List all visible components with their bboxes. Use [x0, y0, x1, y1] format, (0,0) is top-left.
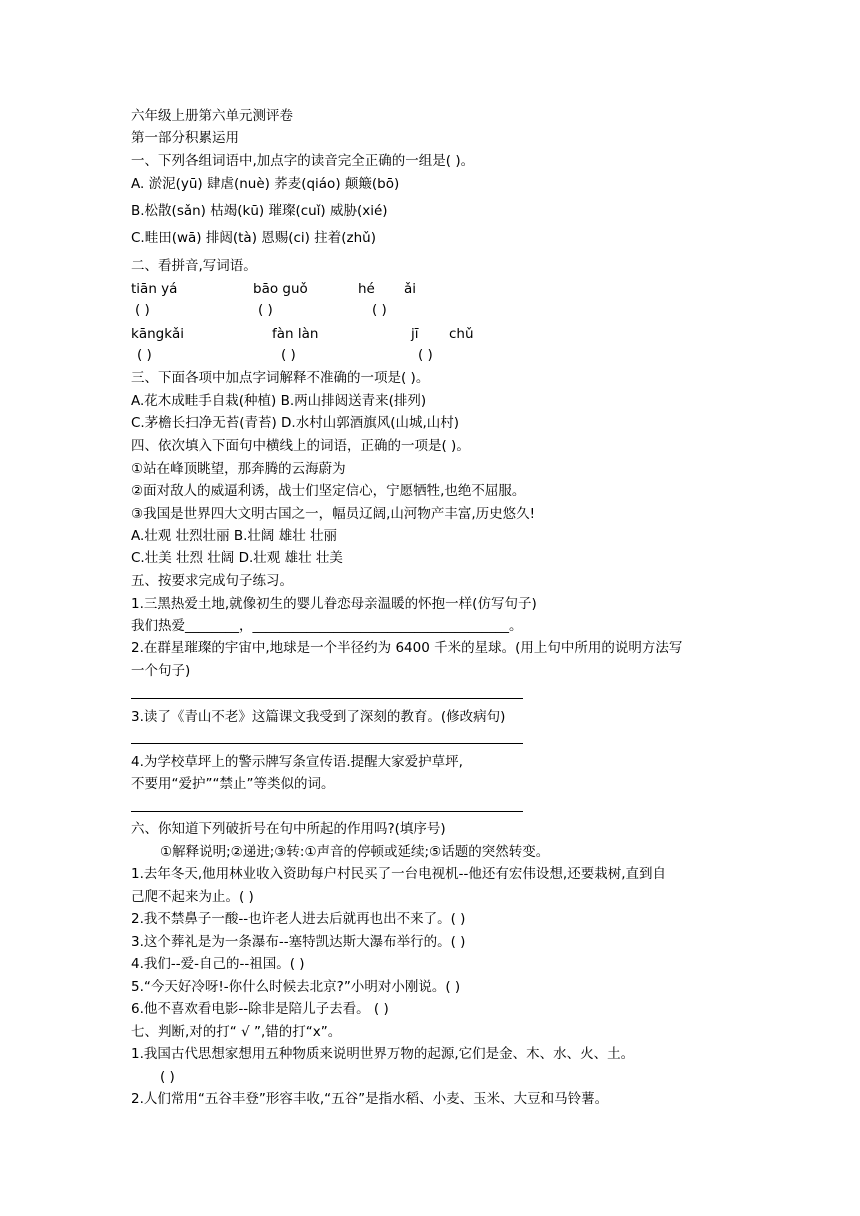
answer-line[interactable]: [131, 698, 523, 699]
answer-bracket[interactable]: ( ): [372, 302, 387, 318]
q3-stem: 三、下面各项中加点字词解释不准确的一项是( )。: [131, 370, 430, 386]
pinyin-6: fàn làn: [272, 326, 319, 342]
q4-sentence-3: ③我国是世界四大文明古国之一，幅员辽阔,山河物产丰富,历史悠久!: [131, 506, 536, 522]
q5-stem: 五、按要求完成句子练习。: [131, 573, 293, 589]
q6-stem: 六、你知道下列破折号在句中所起的作用吗?(填序号): [131, 821, 446, 837]
answer-line[interactable]: [131, 743, 523, 744]
pinyin-3: hé: [358, 281, 375, 297]
q7-item-1: 1.我国古代思想家想用五种物质来说明世界万物的起源,它们是金、木、水、火、土。: [131, 1046, 635, 1062]
q5-item-1: 1.三黑热爱土地,就像初生的婴儿眷恋母亲温暖的怀抱一样(仿写句子): [131, 596, 537, 612]
q6-item-1-cont: 己爬不起来为止。( ): [131, 889, 254, 905]
q2-stem: 二、看拼音,写词语。: [131, 258, 257, 274]
q5-item-4-cont: 不要用“爱护”“禁止”等类似的词。: [131, 776, 335, 792]
q6-item-6: 6.他不喜欢看电影--除非是陪儿子去看。 ( ): [131, 1001, 389, 1017]
q4-stem: 四、依次填入下面句中横线上的词语，正确的一项是( )。: [131, 438, 470, 454]
answer-line[interactable]: [131, 811, 523, 812]
answer-bracket[interactable]: ( ): [281, 347, 296, 363]
q6-item-2: 2.我不禁鼻子一酸--也许老人进去后就再也出不来了。( ): [131, 911, 466, 927]
answer-bracket[interactable]: ( ): [418, 347, 433, 363]
part-heading: 第一部分积累运用: [131, 130, 239, 146]
q4-options-ab: A.壮观 壮烈壮丽 B.壮阔 雄壮 壮丽: [131, 528, 338, 544]
doc-title: 六年级上册第六单元测评卷: [131, 108, 293, 124]
pinyin-4: ǎi: [404, 281, 417, 297]
q3-options-cd: C.茅檐长扫净无苔(青苔) D.水村山郭酒旗风(山城,山村): [131, 415, 460, 431]
q5-item-2: 2.在群星璀璨的宇宙中,地球是一个半径约为 6400 千米的星球。(用上句中所用的说明方法写: [131, 640, 683, 656]
q6-item-3: 3.这个葬礼是为一条瀑布--塞特凯达斯大瀑布举行的。( ): [131, 934, 466, 950]
q6-options: ①解释说明;②递进;③转:①声音的停顿或延续;⑤话题的突然转变。: [160, 844, 550, 860]
q1-stem: 一、下列各组词语中,加点字的读音完全正确的一组是( )。: [131, 153, 475, 169]
answer-bracket[interactable]: ( ): [135, 302, 150, 318]
q6-item-5: 5.“今天好冷呀!-你什么时候去北京?”小明对小刚说。( ): [131, 979, 461, 995]
q1-option-a: A. 淤泥(yū) 肆虐(nuè) 荞麦(qiáo) 颠簸(bō): [131, 176, 400, 192]
q5-item-4: 4.为学校草坪上的警示牌写条宣传语.提醒大家爱护草坪,: [131, 754, 463, 770]
pinyin-8: chǔ: [449, 326, 474, 342]
pinyin-5: kāngkǎi: [131, 326, 185, 342]
q7-item-1-bracket[interactable]: ( ): [160, 1069, 175, 1085]
q3-options-ab: A.花木成畦手自栽(种植) B.两山排闼送青来(排列): [131, 393, 427, 409]
q1-option-b: B.松散(sǎn) 枯竭(kū) 璀璨(cuǐ) 威胁(xié): [131, 203, 388, 219]
answer-bracket[interactable]: ( ): [137, 347, 152, 363]
q7-item-2: 2.人们常用“五谷丰登”形容丰收,“五谷”是指水稻、小麦、玉米、大豆和马铃薯。: [131, 1091, 609, 1107]
q7-stem: 七、判断,对的打“ √ ”,错的打“x”。: [131, 1024, 342, 1040]
answer-bracket[interactable]: ( ): [258, 302, 273, 318]
q5-item-1-fill[interactable]: 我们热爱________，______________________________________。: [131, 618, 523, 634]
q4-options-cd: C.壮美 壮烈 壮阔 D.壮观 雄壮 壮美: [131, 550, 343, 566]
q6-item-4: 4.我们--爱-自己的--祖国。( ): [131, 956, 305, 972]
q4-sentence-2: ②面对敌人的威逼利诱，战士们坚定信心，宁愿牺牲,也绝不屈服。: [131, 483, 526, 499]
q5-item-3: 3.读了《青山不老》这篇课文我受到了深刻的教育。(修改病句): [131, 709, 506, 725]
pinyin-1: tiān yá: [131, 281, 178, 297]
pinyin-2: bāo guǒ: [253, 281, 308, 297]
q5-item-2-cont: 一个句子): [131, 663, 191, 679]
q4-sentence-1: ①站在峰顶眺望，那奔腾的云海蔚为: [131, 461, 346, 477]
q6-item-1: 1.去年冬天,他用林业收入资助每户村民买了一台电视机--他还有宏伟设想,还要栽树,直到自: [131, 866, 666, 882]
pinyin-7: jī: [411, 326, 419, 342]
q1-option-c: C.畦田(wā) 排闼(tà) 恩赐(ci) 拄着(zhǔ): [131, 230, 376, 246]
